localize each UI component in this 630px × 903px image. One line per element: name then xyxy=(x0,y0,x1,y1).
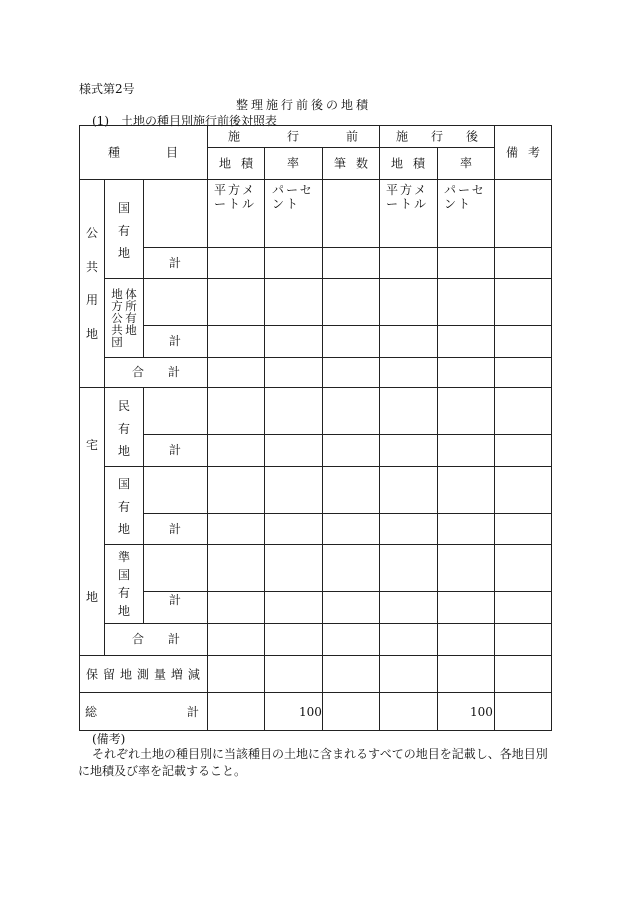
subtotal-kuni-public: 計 xyxy=(168,256,182,270)
subtotal-minyu: 計 xyxy=(168,443,182,457)
label-public-land: 公 共 用 地 xyxy=(85,226,98,341)
header-remarks: 備 考 xyxy=(506,145,540,160)
label-minyu: 民 有 地 xyxy=(117,399,130,458)
table-subtitle: (1) 土地の種目別施行前後対照表 xyxy=(92,114,277,128)
header-rate-before: 率 xyxy=(286,156,300,170)
document-title: 整理施行前後の地積 xyxy=(236,98,372,112)
header-before: 施 行 前 xyxy=(228,129,358,144)
notes-body: それぞれ土地の種目別に当該種目の土地に含まれるすべての地目を記載し、各地目別に地積及び率を記載すること。 xyxy=(78,747,548,778)
label-chiho: 体所有地 地方公共団 xyxy=(111,287,137,349)
grand-total-right: 計 xyxy=(186,705,200,719)
label-residential-2: 地 xyxy=(85,590,99,604)
total-residential: 合 計 xyxy=(131,632,181,646)
grand-total-left: 総 xyxy=(84,705,98,719)
label-jun-kuni: 準 国 有 地 xyxy=(117,550,130,618)
notes-heading: (備考) xyxy=(92,732,126,746)
unit-rate-before: パーセント xyxy=(272,183,314,211)
rate-before-total: 100 xyxy=(299,705,322,719)
subtotal-jun-kuni: 計 xyxy=(168,593,182,607)
label-kuni-residential: 国 有 地 xyxy=(117,477,130,536)
header-after: 施 行 後 xyxy=(396,129,478,144)
subtotal-kuni-residential: 計 xyxy=(168,522,182,536)
unit-area-before: 平方メートル xyxy=(214,183,257,211)
form-number: 様式第2号 xyxy=(79,82,135,96)
label-kuni-public: 国 有 地 xyxy=(117,201,130,260)
label-reserve-land: 保 留 地 測 量 増 減 xyxy=(86,667,200,682)
header-area-after: 地 積 xyxy=(391,156,425,171)
header-category: 種 目 xyxy=(108,145,178,160)
subtotal-chiho: 計 xyxy=(168,334,182,348)
unit-rate-after: パーセント xyxy=(444,183,486,211)
header-count: 筆 数 xyxy=(334,156,368,171)
rate-after-total: 100 xyxy=(470,705,493,719)
total-public: 合 計 xyxy=(131,365,181,379)
label-residential-1: 宅 xyxy=(85,438,99,452)
unit-area-after: 平方メートル xyxy=(386,183,429,211)
header-area-before: 地 積 xyxy=(219,156,253,171)
header-rate-after: 率 xyxy=(459,156,473,170)
